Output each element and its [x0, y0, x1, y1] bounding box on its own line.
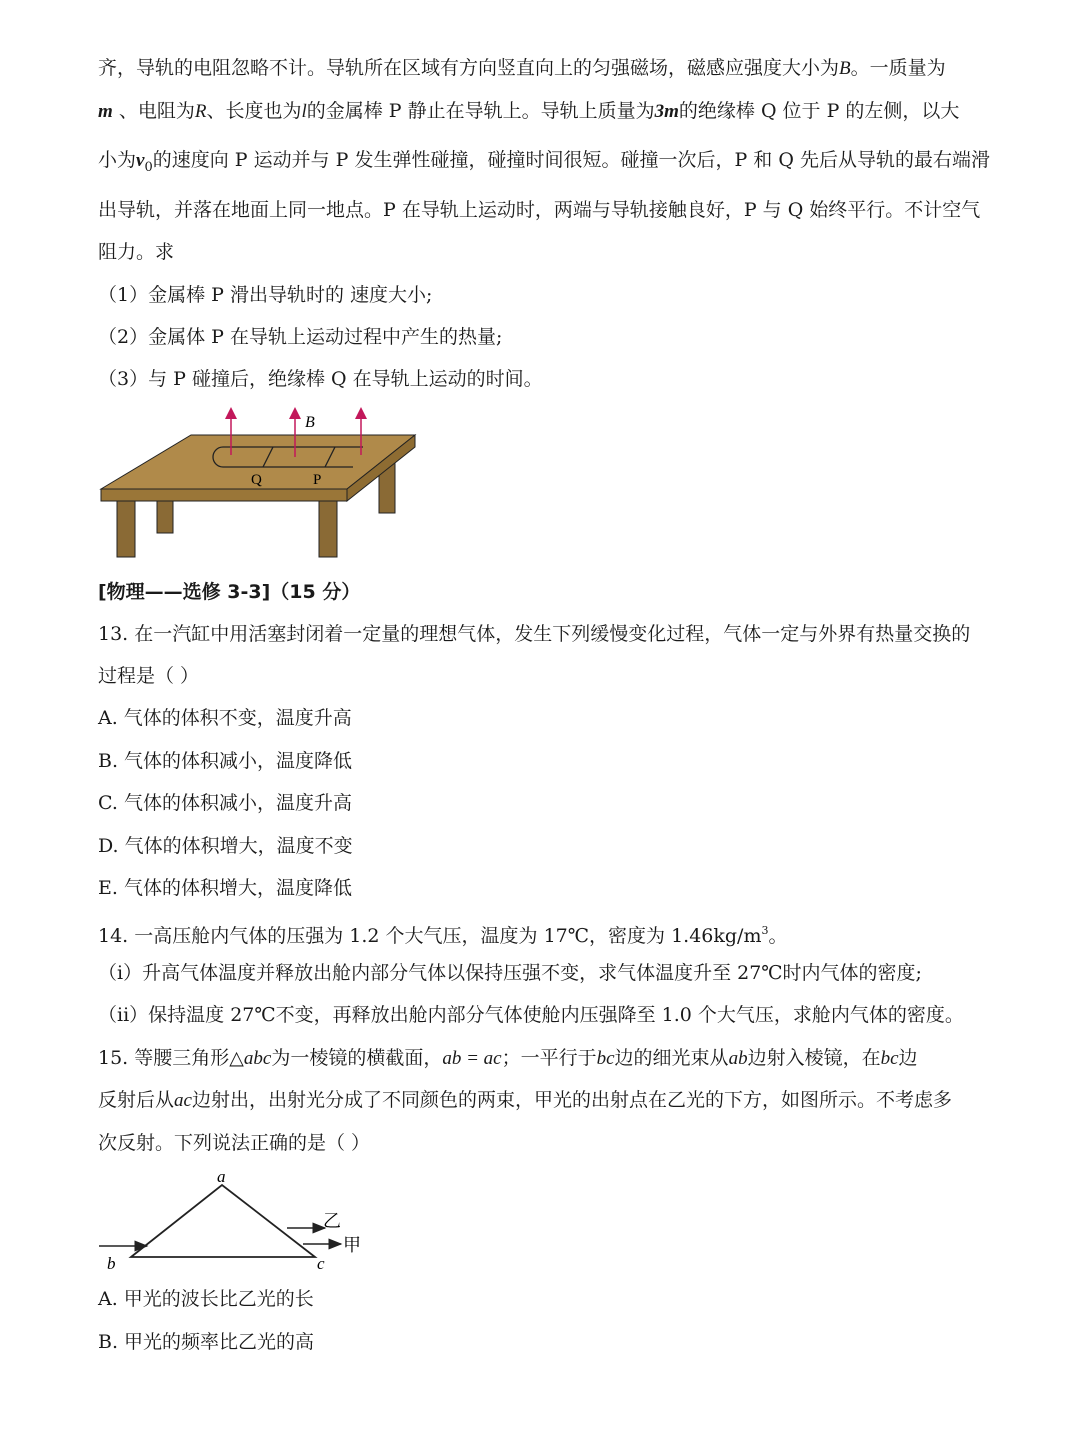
- p12-line-5: 阻力。求: [98, 241, 175, 263]
- vertex-c: c: [317, 1254, 325, 1273]
- section-heading: [物理——选修 3-3]（15 分）: [98, 581, 361, 603]
- label-jia: 甲: [343, 1235, 361, 1255]
- rail-table-figure: [95, 405, 425, 563]
- p12-question-2: （2）金属体 P 在导轨上运动过程中产生的热量;: [98, 326, 503, 348]
- vertex-a: a: [217, 1167, 226, 1186]
- p13-option-a: A. 气体的体积不变，温度升高: [98, 707, 352, 729]
- table-leg: [117, 497, 135, 557]
- p15-option-a: A. 甲光的波长比乙光的长: [98, 1288, 314, 1310]
- label-p: P: [313, 472, 322, 488]
- p12-line-2: m 、电阻为R、长度也为l的金属棒 P 静止在导轨上。导轨上质量为3m的绝缘棒 Q 位于 P 的左侧，以大: [98, 100, 960, 122]
- p12-question-3: （3）与 P 碰撞后，绝缘棒 Q 在导轨上运动的时间。: [98, 368, 543, 390]
- label-yi: 乙: [323, 1211, 341, 1231]
- p13-option-d: D. 气体的体积增大，温度不变: [98, 835, 353, 857]
- p13-option-e: E. 气体的体积增大，温度降低: [98, 877, 352, 899]
- p14-part-ii: （ii）保持温度 27℃不变，再释放出舱内部分气体使舱内压强降至 1.0 个大气压，求舱内气体的密度。: [98, 1004, 964, 1026]
- p13-option-c: C. 气体的体积减小，温度升高: [98, 792, 352, 814]
- p12-line-3: 小为$v_0$的速度向 P 运动并与 P 发生弹性碰撞，碰撞时间很短。碰撞一次后，P 和 Q 先后从导轨的最右端滑: [98, 149, 990, 175]
- table-leg: [319, 497, 337, 557]
- p12-line-4: 出导轨，并落在地面上同一地点。P 在导轨上运动时，两端与导轨接触良好，P 与 Q 始终平行。不计空气: [98, 199, 981, 221]
- p15-stem-2: 反射后从ac边射出，出射光分成了不同颜色的两束，甲光的出射点在乙光的下方，如图所示。不考虑多: [98, 1089, 952, 1111]
- p13-stem-1: 13. 在一汽缸中用活塞封闭着一定量的理想气体，发生下列缓慢变化过程，气体一定与外界有热量交换的: [98, 623, 971, 645]
- label-b: B: [305, 414, 315, 431]
- p13-option-b: B. 气体的体积减小，温度降低: [98, 750, 353, 772]
- prism-triangle: [131, 1185, 315, 1257]
- p12-line-1: 齐，导轨的电阻忽略不计。导轨所在区域有方向竖直向上的匀强磁场，磁感应强度大小为B。一质量为: [98, 57, 946, 79]
- vertex-b: b: [107, 1254, 116, 1273]
- p15-stem-1: 15. 等腰三角形△abc为一棱镜的横截面，ab = ac；一平行于bc边的细光束从ab边射入棱镜，在bc边: [98, 1047, 918, 1069]
- p14-part-i: （i）升高气体温度并释放出舱内部分气体以保持压强不变，求气体温度升至 27℃时内气体的密度;: [98, 962, 922, 984]
- p14-stem: 14. 一高压舱内气体的压强为 1.2 个大气压，温度为 17℃，密度为 $1.46kg/m^3$。: [98, 924, 788, 947]
- p12-question-1: （1）金属棒 P 滑出导轨时的 速度大小;: [98, 284, 433, 306]
- table-edge: [101, 489, 347, 501]
- prism-figure: [95, 1165, 375, 1275]
- p13-stem-2: 过程是（ ）: [98, 665, 200, 687]
- table-leg: [157, 497, 173, 533]
- p15-option-b: B. 甲光的频率比乙光的高: [98, 1331, 315, 1353]
- p15-stem-3: 次反射。下列说法正确的是（ ）: [98, 1132, 371, 1154]
- label-q: Q: [251, 472, 262, 488]
